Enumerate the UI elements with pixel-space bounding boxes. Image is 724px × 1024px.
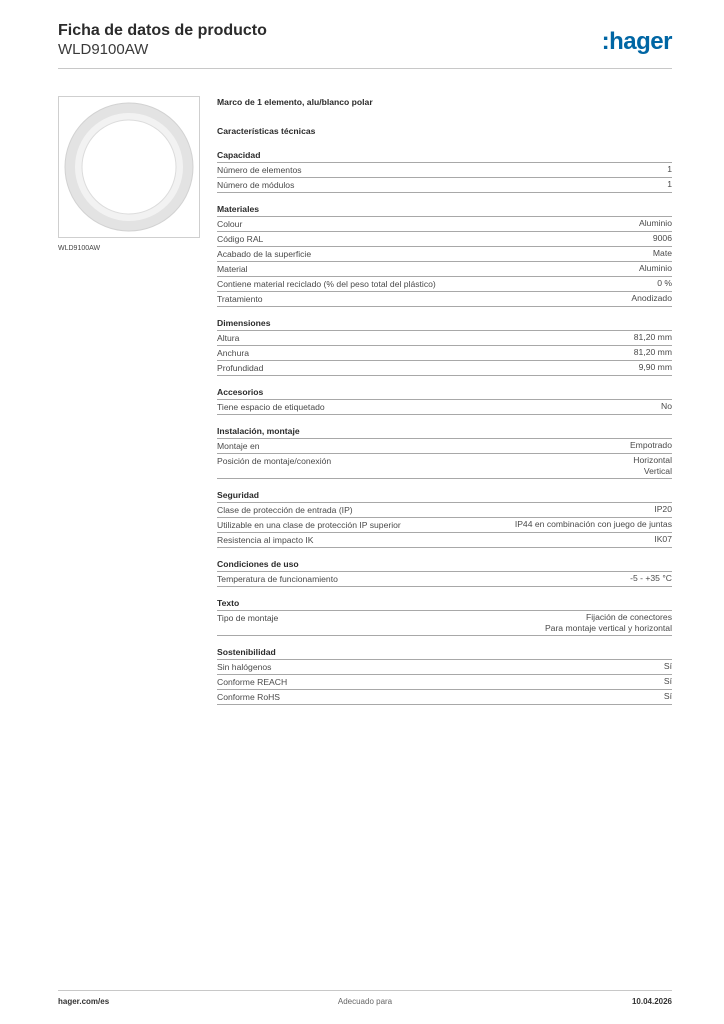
spec-row: [217, 361, 672, 376]
spec-section: [217, 425, 672, 479]
spec-row: [217, 346, 672, 361]
spec-value-line: 0 %: [657, 278, 672, 288]
spec-section: [217, 149, 672, 193]
spec-row: [217, 277, 672, 292]
spec-value-line: No: [661, 401, 672, 411]
section-title: Instalación, montaje: [217, 425, 672, 439]
spec-value: [667, 179, 672, 191]
spec-value-line: Empotrado: [629, 440, 672, 450]
product-image-caption: WLD9100AW: [58, 245, 101, 252]
spec-row: [217, 178, 672, 193]
page-footer: [58, 997, 672, 1009]
spec-value-line: 1: [667, 179, 672, 189]
spec-row: [217, 400, 672, 415]
section-title: Sostenibilidad: [217, 646, 672, 660]
spec-row: [217, 331, 672, 346]
spec-row: [217, 611, 672, 636]
spec-value-line: Sí: [663, 691, 672, 701]
spec-value: [664, 661, 672, 673]
section-title: Dimensiones: [217, 317, 672, 331]
spec-value-line: Aluminio: [639, 218, 672, 228]
spec-value: [630, 573, 672, 585]
spec-row: [217, 660, 672, 675]
section-title: Materiales: [217, 203, 672, 217]
spec-label: Utilizable en una clase de protección IP superior: [217, 520, 401, 530]
spec-label: Tratamiento: [217, 294, 263, 304]
spec-row: [217, 518, 672, 533]
spec-label: Número de elementos: [217, 165, 302, 175]
spec-row: [217, 454, 672, 479]
product-description: Marco de 1 elemento, alu/blanco polar: [217, 97, 373, 107]
spec-value-line: IP44 en combinación con juego de juntas: [514, 519, 672, 529]
spec-value: [664, 691, 672, 703]
spec-value-line: IK07: [654, 534, 672, 544]
spec-value-line: Sí: [663, 676, 672, 686]
spec-row: [217, 247, 672, 262]
spec-section: [217, 317, 672, 376]
spec-row: [217, 690, 672, 705]
spec-value: [630, 440, 672, 452]
spec-value-line: Para montaje vertical y horizontal: [544, 623, 672, 633]
spec-value-line: 1: [667, 164, 672, 174]
spec-value: [639, 218, 672, 230]
spec-value: [634, 332, 672, 344]
spec-label: Sin halógenos: [217, 662, 272, 672]
section-title: Capacidad: [217, 149, 672, 163]
spec-value: [634, 347, 672, 359]
spec-label: Montaje en: [217, 441, 260, 451]
spec-value-line: 9006: [652, 233, 672, 243]
document-title: Ficha de datos de producto: [58, 22, 267, 39]
spec-value-line: -5 - +35 °C: [630, 573, 672, 583]
product-code: WLD9100AW: [58, 41, 149, 58]
spec-value: [654, 534, 672, 546]
spec-label: Tiene espacio de etiquetado: [217, 402, 325, 412]
hager-logo: :hager: [601, 28, 672, 55]
spec-section: [217, 646, 672, 705]
spec-value: [515, 519, 672, 531]
spec-row: [217, 232, 672, 247]
spec-row: [217, 163, 672, 178]
header-divider: [58, 68, 672, 69]
product-image: [58, 96, 200, 238]
spec-label: Resistencia al impacto IK: [217, 535, 314, 545]
spec-label: Contiene material reciclado (% del peso total del plástico): [217, 279, 436, 289]
spec-label: Clase de protección de entrada (IP): [217, 505, 353, 515]
page-header: [58, 22, 672, 68]
spec-row: [217, 675, 672, 690]
spec-label: Acabado de la superficie: [217, 249, 312, 259]
spec-label: Profundidad: [217, 363, 264, 373]
spec-label: Colour: [217, 219, 243, 229]
spec-value: [633, 455, 672, 477]
tech-characteristics-heading: Características técnicas: [217, 126, 316, 136]
spec-row: [217, 217, 672, 232]
spec-value: [653, 233, 672, 245]
section-title: Accesorios: [217, 386, 672, 400]
spec-section: [217, 386, 672, 415]
spec-value: [654, 504, 672, 516]
spec-label: Temperatura de funcionamiento: [217, 574, 338, 584]
spec-value: [639, 263, 672, 275]
spec-value: [545, 612, 672, 634]
spec-value: [661, 401, 672, 413]
section-title: Condiciones de uso: [217, 558, 672, 572]
spec-label: Posición de montaje/conexión: [217, 456, 332, 466]
spec-row: [217, 292, 672, 307]
spec-label: Anchura: [217, 348, 250, 358]
spec-section: [217, 597, 672, 636]
spec-label: Conforme REACH: [217, 677, 288, 687]
product-specs: [217, 96, 672, 715]
spec-value-line: 81,20 mm: [633, 332, 672, 342]
spec-row: [217, 503, 672, 518]
spec-label: Código RAL: [217, 234, 264, 244]
spec-row: [217, 572, 672, 587]
spec-value-line: Anodizado: [631, 293, 672, 303]
spec-value-line: Aluminio: [639, 263, 672, 273]
spec-label: Altura: [217, 333, 240, 343]
spec-value-line: Vertical: [643, 466, 672, 476]
spec-label: Tipo de montaje: [217, 613, 279, 623]
footer-website: hager.com/es: [58, 997, 110, 1006]
spec-value-line: Fijación de conectores: [586, 612, 672, 622]
spec-row: [217, 262, 672, 277]
spec-value: [653, 248, 672, 260]
spec-value: [631, 293, 672, 305]
spec-section: [217, 489, 672, 548]
spec-value-line: 81,20 mm: [633, 347, 672, 357]
section-title: Seguridad: [217, 489, 672, 503]
spec-label: Conforme RoHS: [217, 692, 281, 702]
footer-suitable-for: Adecuado para: [337, 997, 393, 1006]
spec-label: Número de módulos: [217, 180, 295, 190]
spec-section: [217, 203, 672, 307]
frame-ring-icon: [59, 97, 199, 237]
spec-value-line: Mate: [652, 248, 672, 258]
spec-sections: [217, 149, 672, 705]
footer-divider: [58, 990, 672, 991]
spec-value-line: Sí: [663, 661, 672, 671]
spec-value: [657, 278, 672, 290]
spec-label: Material: [217, 264, 248, 274]
spec-value-line: Horizontal: [633, 455, 672, 465]
footer-date: 10.04.2026: [631, 997, 672, 1006]
spec-value: [639, 362, 672, 374]
spec-section: [217, 558, 672, 587]
spec-row: [217, 439, 672, 454]
section-title: Texto: [217, 597, 672, 611]
spec-value-line: 9,90 mm: [638, 362, 672, 372]
spec-value-line: IP20: [654, 504, 672, 514]
spec-value: [664, 676, 672, 688]
spec-row: [217, 533, 672, 548]
spec-value: [667, 164, 672, 176]
